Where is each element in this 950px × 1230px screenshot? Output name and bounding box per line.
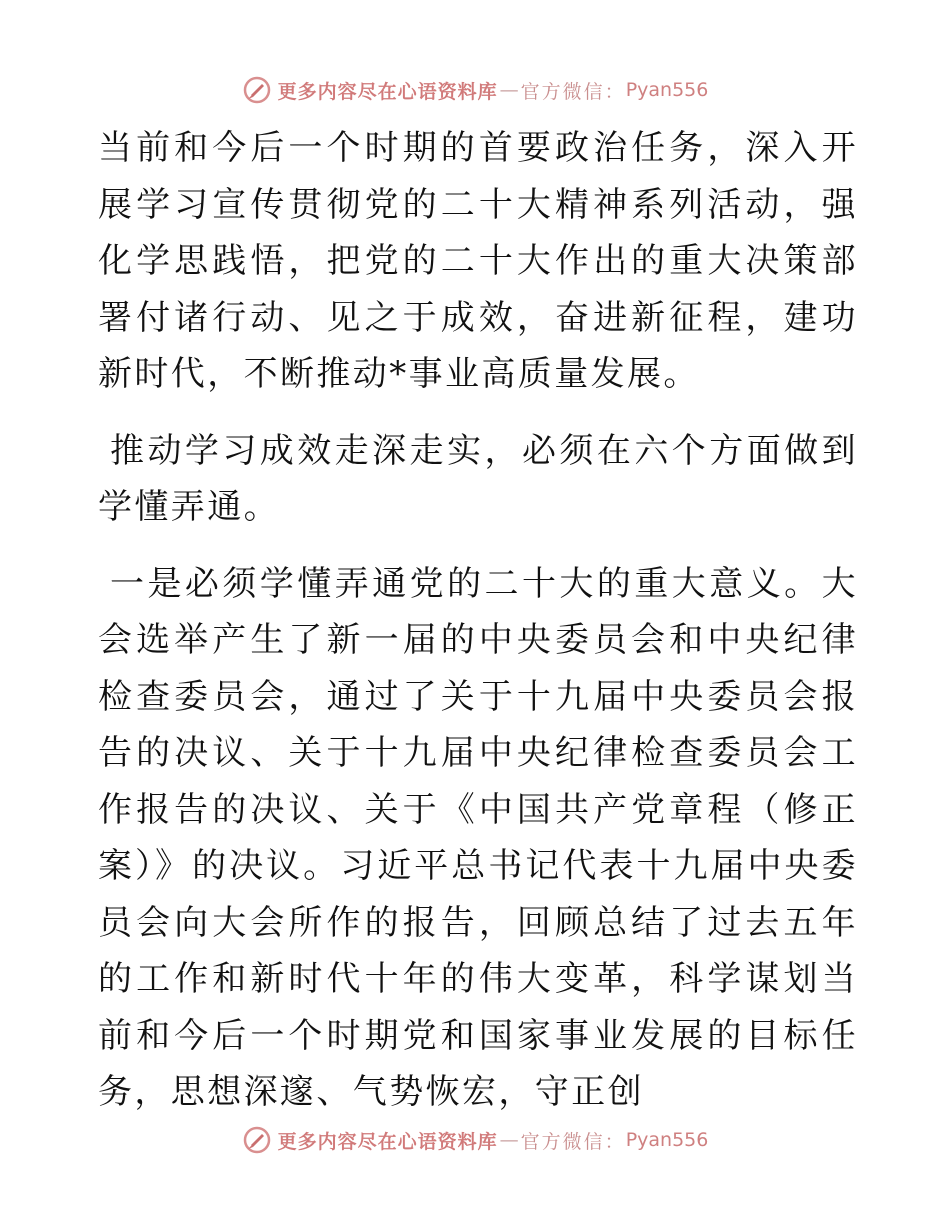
watermark-sub-text: 官方微信：	[520, 1130, 626, 1153]
watermark-main-text: 更多内容尽在心语资料库	[277, 80, 498, 103]
watermark-main-text: 更多内容尽在心语资料库	[277, 1130, 498, 1153]
watermark-sub-text: 官方微信：	[520, 80, 626, 103]
watermark-dash: —	[499, 1129, 519, 1151]
paragraph-1: 当前和今后一个时期的首要政治任务，深入开展学习宣传贯彻党的二十大精神系列活动，强化学思践悟，把党的二十大作出的重大决策部署付诸行动、见之于成效，奋进新征程，建功新时代，不断推动*事业高质量发展。	[98, 128, 858, 394]
watermark-logo-icon	[242, 1125, 272, 1155]
watermark-dash: —	[499, 79, 519, 101]
watermark-id: Pyan556	[625, 1129, 709, 1151]
watermark-id: Pyan556	[625, 79, 709, 101]
watermark-logo-icon	[242, 75, 272, 105]
header-watermark	[0, 72, 950, 108]
paragraph-3: 一是必须学懂弄通党的二十大的重大意义。大会选举产生了新一届的中央委员会和中央纪律检查委员会，通过了关于十九届中央委员会报告的决议、关于十九届中央纪律检查委员会工作报告的决议、关于《中国共产党章程（修正案）》的决议。习近平总书记代表十九届中央委员会向大会所作的报告，回顾总结了过去五年的工作和新时代十年的伟大变革，科学谋划当前和今后一个时期党和国家事业发展的目标任务，思想深邃、气势恢宏，守正创	[98, 563, 858, 1112]
paragraph-2: 推动学习成效走深走实，必须在六个方面做到学懂弄通。	[98, 430, 858, 527]
footer-watermark	[0, 1122, 950, 1158]
document-body	[98, 120, 858, 1121]
